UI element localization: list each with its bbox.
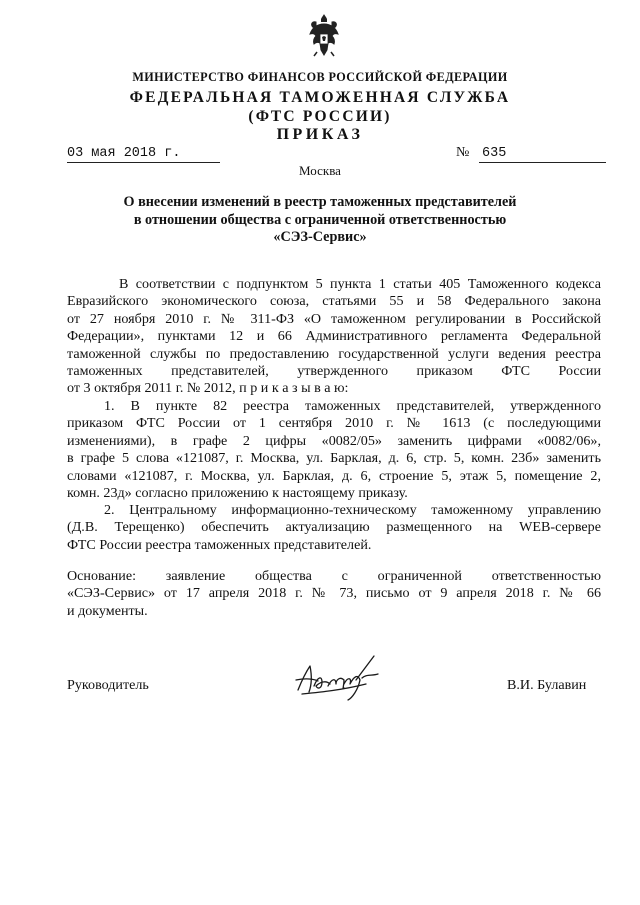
text-line: изменениями), в графе 2 цифры «0082/05» заменить цифрами «0082/06», xyxy=(67,432,601,449)
title-line: О внесении изменений в реестр таможенных представителей xyxy=(123,194,517,210)
signer-name: В.И. Булавин xyxy=(507,677,587,693)
ministry-name: МИНИСТЕРСТВО ФИНАНСОВ РОССИЙСКОЙ ФЕДЕРАЦИИ xyxy=(132,70,508,84)
title-line: в отношении общества с ограниченной ответственностью xyxy=(133,211,507,228)
text-line: таможенных представителей, утвержденного приказом ФТС России xyxy=(67,363,601,380)
text-line: Евразийского экономического союза, статьями 55 и 58 Федерального закона xyxy=(67,293,601,310)
text-line: Федерации», пунктами 12 и 66 Административного регламента Федеральной xyxy=(67,328,601,345)
service-abbr: (ФТС РОССИИ) xyxy=(248,108,392,125)
order-date: 03 мая 2018 г. xyxy=(67,146,220,163)
handwritten-signature xyxy=(292,650,384,704)
text-line: «СЭЗ-Сервис» от 17 апреля 2018 г. № 73, письмо от 9 апреля 2018 г. № 66 xyxy=(67,585,601,602)
order-title xyxy=(0,194,640,247)
text-line: Основание: заявление общества с ограниченной ответственностью xyxy=(67,568,601,584)
item-2-paragraph xyxy=(67,502,601,554)
basis-paragraph xyxy=(67,568,601,620)
text-line: от 27 ноября 2010 г. № 311-ФЗ «О таможенном регулировании в Российской xyxy=(67,310,601,327)
text-line: В соответствии с подпунктом 5 пункта 1 статьи 405 Таможенного кодекса xyxy=(119,276,601,292)
text-line: ФТС России реестра таможенных представителей. xyxy=(67,536,372,553)
title-line: «СЭЗ-Сервис» xyxy=(273,229,367,245)
text-line: (Д.В. Терещенко) обеспечить актуализацию размещенного на WEB-сервере xyxy=(67,519,601,536)
city: Москва xyxy=(299,163,341,178)
text-line: 1. В пункте 82 реестра таможенных представителей, утвержденного xyxy=(104,398,601,414)
text-line: таможенной службы по предоставлению государственной услуги ведения реестра xyxy=(67,345,601,362)
item-1-paragraph xyxy=(67,398,601,502)
text-line: в графе 5 слова «121087, г. Москва, ул. Барклая, д. 6, стр. 5, комн. 23б» заменить xyxy=(67,450,601,467)
russian-coat-of-arms-icon xyxy=(307,12,341,58)
signer-title: Руководитель xyxy=(67,677,149,693)
text-line: комн. 23д» согласно приложению к настоящему приказу. xyxy=(67,485,408,502)
text-line: словами «121087, г. Москва, ул. Барклая, д. 6, строение 5, этаж 5, помещение 2, xyxy=(67,467,601,484)
text-line: и документы. xyxy=(67,602,148,619)
text-line: 2. Центральному информационно-техническому таможенному управлению xyxy=(104,502,601,518)
service-header xyxy=(0,88,640,126)
service-name: ФЕДЕРАЛЬНАЯ ТАМОЖЕННАЯ СЛУЖБА xyxy=(129,89,511,106)
text-line: от 3 октября 2011 г. № 2012, п р и к а з ы в а ю: xyxy=(67,380,349,397)
preamble-paragraph xyxy=(67,276,601,398)
order-number-label: № xyxy=(456,145,470,160)
document-type: ПРИКАЗ xyxy=(276,126,364,143)
text-line: приказом ФТС России от 1 сентября 2010 г. № 1613 (с последующими xyxy=(67,415,601,432)
order-number: 635 xyxy=(479,146,606,163)
